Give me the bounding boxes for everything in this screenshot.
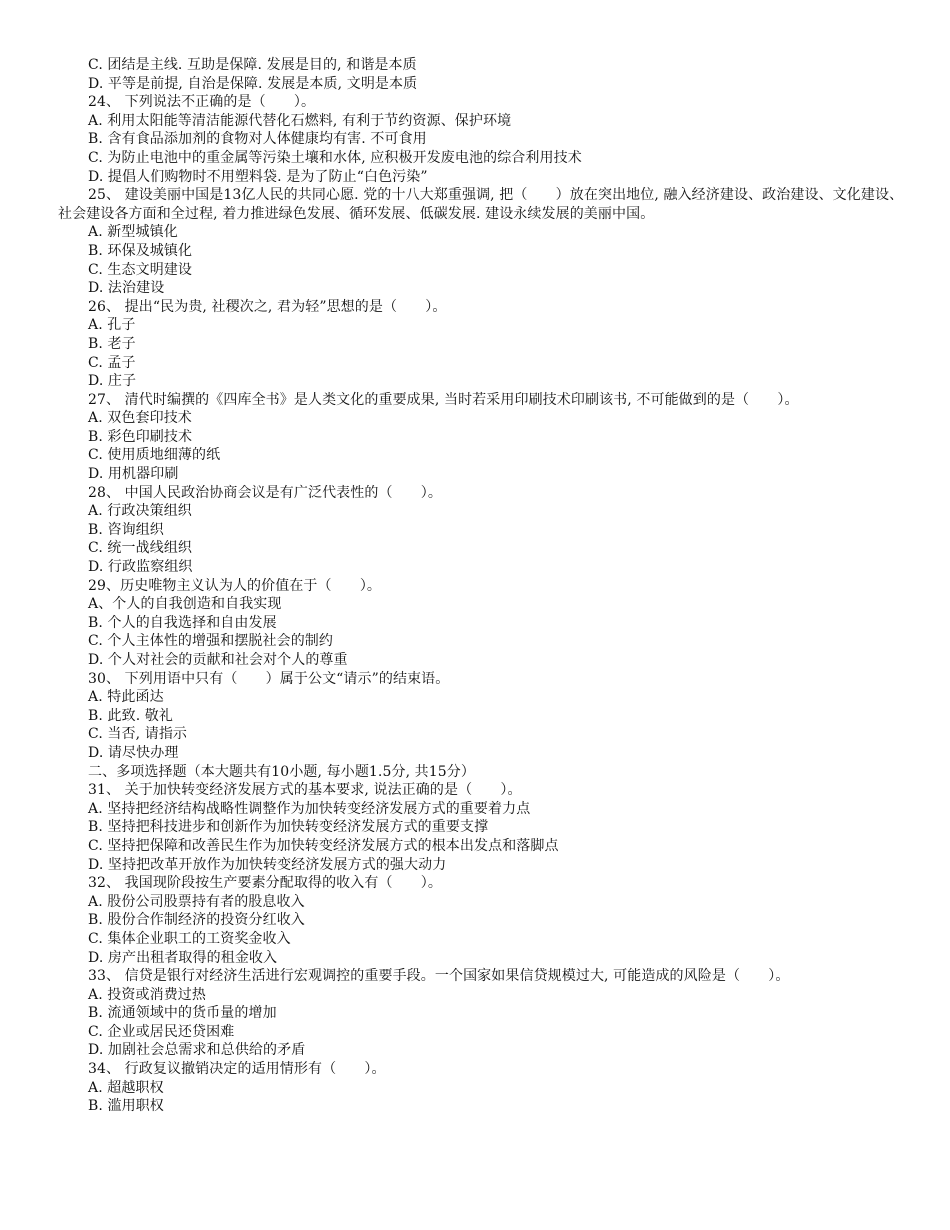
answer-option: C. 个人主体性的增强和摆脱社会的制约: [88, 633, 334, 650]
answer-option: C. 生态文明建设: [88, 261, 193, 278]
answer-option: C. 孟子: [88, 354, 136, 371]
answer-option: C. 统一战线组织: [88, 540, 193, 557]
answer-option: D. 坚持把改革开放作为加快转变经济发展方式的强大动力: [88, 856, 447, 873]
question-stem: 24、 下列说法不正确的是（ ）。: [88, 94, 316, 111]
answer-option: B. 彩色印刷技术: [88, 428, 193, 445]
answer-option: B. 股份合作制经济的投资分红收入: [88, 912, 305, 929]
question-stem: 27、 清代时编撰的《四库全书》是人类文化的重要成果, 当时若采用印刷技术印刷该书, 不可能做到的是（ ）。: [88, 391, 799, 408]
answer-option: B. 此致. 敬礼: [88, 707, 173, 724]
answer-option: B. 流通领域中的货币量的增加: [88, 1005, 277, 1022]
question-stem: 34、 行政复议撤销决定的适用情形有（ ）。: [88, 1061, 386, 1078]
section-heading: 二、多项选择题（本大题共有10小题, 每小题1.5分, 共15分）: [88, 763, 475, 780]
question-stem: 31、 关于加快转变经济发展方式的基本要求, 说法正确的是（ ）。: [88, 782, 522, 799]
exam-text-body: [58, 56, 908, 1116]
answer-option: C. 为防止电池中的重金属等污染土壤和水体, 应积极开发废电池的综合利用技术: [88, 149, 582, 166]
answer-option: C. 使用质地细薄的纸: [88, 447, 221, 464]
answer-option: C. 当否, 请指示: [88, 726, 188, 743]
answer-option: A. 投资或消费过热: [88, 986, 207, 1003]
question-stem: 32、 我国现阶段按生产要素分配取得的收入有（ ）。: [88, 875, 442, 892]
question-stem: 33、 信贷是银行对经济生活进行宏观调控的重要手段。一个国家如果信贷规模过大, 可能造成的风险是（ ）。: [88, 968, 790, 985]
answer-option: A. 利用太阳能等清洁能源代替化石燃料, 有利于节约资源、保护环境: [88, 112, 512, 129]
answer-option: A. 新型城镇化: [88, 224, 178, 241]
answer-option: C. 坚持把保障和改善民生作为加快转变经济发展方式的根本出发点和落脚点: [88, 837, 559, 854]
answer-option: D. 庄子: [88, 373, 137, 390]
answer-option: C. 企业或居民还贷困难: [88, 1023, 235, 1040]
answer-option: D. 请尽快办理: [88, 744, 179, 761]
answer-option: C. 集体企业职工的工资奖金收入: [88, 930, 291, 947]
answer-option: B. 坚持把科技进步和创新作为加快转变经济发展方式的重要支撑: [88, 819, 489, 836]
answer-option: A. 双色套印技术: [88, 410, 192, 427]
question-stem: 29、历史唯物主义认为人的价值在于（ ）。: [88, 577, 382, 594]
answer-option: A. 行政决策组织: [88, 503, 192, 520]
answer-option: D. 行政监察组织: [88, 559, 193, 576]
answer-option: A. 超越职权: [88, 1079, 164, 1096]
question-stem: 25、 建设美丽中国是13亿人民的共同心愿. 党的十八大郑重强调, 把（ ）放在突出地位, 融入经济建设、政治建设、文化建设、社会建设各方面和全过程, 着力推进绿色发展、循环发展、低碳发展. 建设永续发展的美丽中国。: [58, 187, 904, 222]
answer-option: D. 用机器印刷: [88, 466, 179, 483]
answer-option: B. 个人的自我选择和自由发展: [88, 614, 277, 631]
answer-option: B. 含有食品添加剂的食物对人体健康均有害. 不可食用: [88, 131, 427, 148]
answer-option: A、个人的自我创造和自我实现: [88, 596, 282, 613]
answer-option: B. 环保及城镇化: [88, 242, 193, 259]
answer-option: A. 坚持把经济结构战略性调整作为加快转变经济发展方式的重要着力点: [88, 800, 531, 817]
answer-option: A. 孔子: [88, 317, 136, 334]
answer-option: D. 个人对社会的贡献和社会对个人的尊重: [88, 652, 348, 668]
answer-option: B. 老子: [88, 335, 136, 352]
question-stem: 30、 下列用语中只有（ ）属于公文“请示”的结束语。: [88, 670, 450, 687]
answer-option: C. 团结是主线. 互助是保障. 发展是目的, 和谐是本质: [88, 57, 417, 73]
answer-option: D. 提倡人们购物时不用塑料袋. 是为了防止“白色污染”: [88, 168, 428, 185]
answer-option: B. 滥用职权: [88, 1098, 164, 1115]
answer-option: A. 股份公司股票持有者的股息收入: [88, 893, 305, 910]
answer-option: D. 法治建设: [88, 280, 165, 297]
answer-option: A. 特此函达: [88, 689, 164, 706]
answer-option: D. 平等是前提, 自治是保障. 发展是本质, 文明是本质: [88, 75, 418, 92]
question-stem: 26、 提出“民为贵, 社稷次之, 君为轻”思想的是（ ）。: [88, 298, 447, 315]
answer-option: B. 咨询组织: [88, 521, 164, 538]
answer-option: D. 房产出租者取得的租金收入: [88, 949, 278, 966]
answer-option: D. 加剧社会总需求和总供给的矛盾: [88, 1042, 306, 1059]
question-stem: 28、 中国人民政治协商会议是有广泛代表性的（ ）。: [88, 484, 442, 501]
